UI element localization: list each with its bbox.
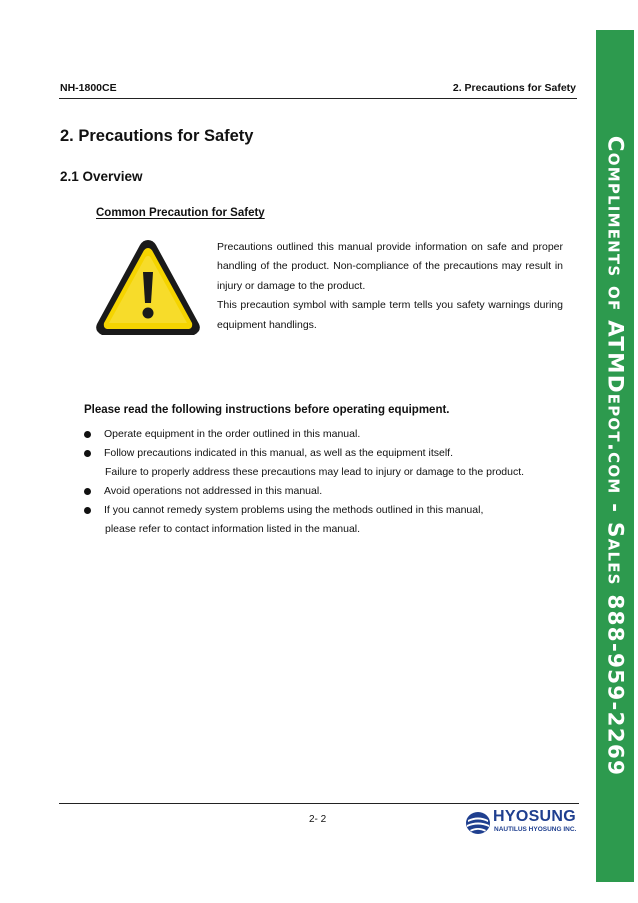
bullet-icon: [84, 450, 91, 457]
intro-paragraph-symbol: This precaution symbol with sample term tells you safety warnings during equipment handlings.: [217, 299, 563, 331]
list-item-text: Operate equipment in the order outlined in this manual.: [104, 428, 361, 440]
list-item: [84, 482, 554, 501]
footer-divider: [59, 803, 579, 804]
section-heading: 2.1 Overview: [60, 169, 143, 184]
side-banner: [596, 30, 634, 882]
header-section: 2. Precautions for Safety: [452, 82, 576, 94]
list-item-text: If you cannot remedy system problems using the methods outlined in this manual,: [104, 504, 484, 516]
hyosung-emblem-icon: [465, 810, 491, 836]
intro-text: [217, 238, 563, 335]
logo-subtitle: NAUTILUS HYOSUNG INC.: [494, 826, 577, 833]
page-title: 2. Precautions for Safety: [60, 127, 254, 145]
header-divider: [59, 98, 577, 99]
bullet-icon: [84, 488, 91, 495]
bullet-icon: [84, 431, 91, 438]
list-item-continuation: please refer to contact information listed in the manual.: [105, 523, 361, 535]
instructions-heading: Please read the following instructions before operating equipment.: [84, 404, 450, 416]
intro-paragraph: Precautions outlined this manual provide information on safe and proper handling of the product. Non-compliance of the precautions may result in injury or damage to the product.: [217, 241, 563, 292]
list-item-continuation: Failure to properly address these precautions may lead to injury or damage to the product.: [105, 466, 525, 478]
list-item: [84, 501, 554, 539]
list-item-text: Avoid operations not addressed in this manual.: [104, 485, 323, 497]
subsection-heading: Common Precaution for Safety: [96, 207, 265, 219]
list-item: [84, 425, 554, 444]
header-model: NH-1800CE: [60, 82, 117, 94]
hyosung-logo: [465, 808, 583, 838]
list-item: [84, 444, 554, 482]
page-number: 2- 2: [309, 814, 327, 825]
instruction-list: [84, 425, 554, 539]
logo-name: HYOSUNG: [493, 808, 576, 825]
banner-text: Compliments of ATMDepot.com - Sales 888-959-2269: [602, 135, 628, 777]
warning-triangle-icon: [93, 236, 203, 340]
list-item-text: Follow precautions indicated in this manual, as well as the equipment itself.: [104, 447, 454, 459]
bullet-icon: [84, 507, 91, 514]
